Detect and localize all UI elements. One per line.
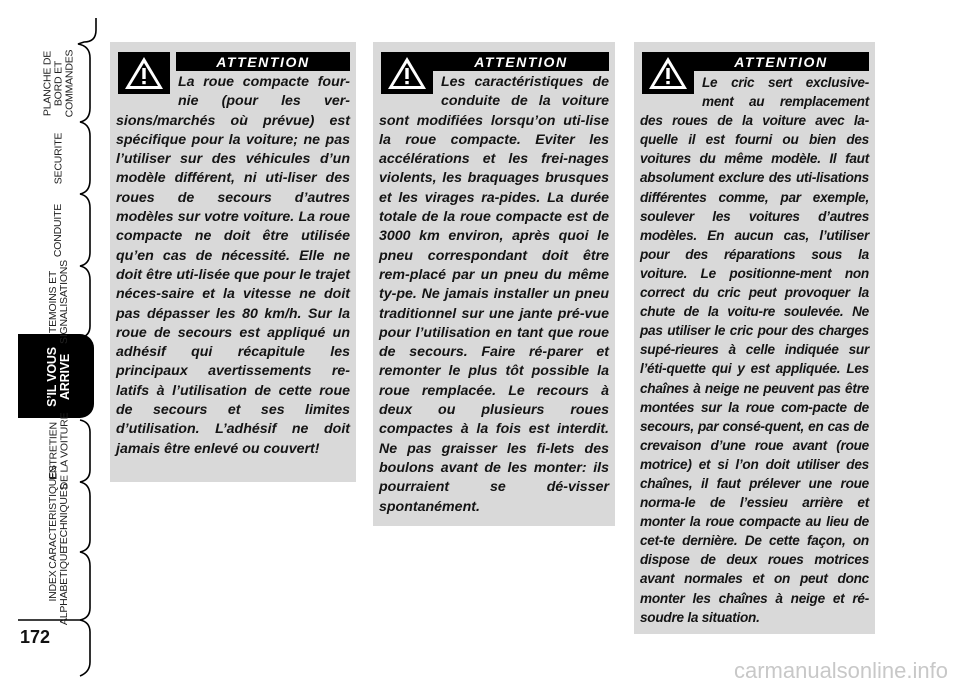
- tab-label: TEMOINS ET SIGNALISATIONS: [47, 260, 71, 344]
- tab-label: S’IL VOUS ARRIVE: [44, 347, 72, 407]
- page-number: 172: [20, 627, 51, 647]
- chapter-tab-nav: [0, 0, 100, 692]
- tab-planche-de-bord[interactable]: [18, 44, 100, 122]
- tab-label: PLANCHE DE BORD ET COMMANDES: [41, 49, 76, 117]
- tab-label: ENTRETIEN DE LA VOITURE: [46, 412, 70, 490]
- watermark: carmanualsonline.info: [733, 658, 948, 683]
- attention-text: Le cric sert exclusive-ment au remplacement des roues de la voiture avec la-quelle il est fourni ou bien des voitures du même modèle. Il faut absolument exclure des uti-lisations différentes comme, par exemple, soulever les voitures d’autres modèles. En aucun cas, l’utiliser pour des réparations sous la voiture. Le positionne-ment non correct du cric peut provoquer la chute de la voitu-re soulevée. Ne pas utiliser le cric pour des charges supé-rieures à celle indiquée sur l’éti-quette qui y est appliquée. Les chaînes à neige ne peuvent pas être montées sur la roue com-pacte de secours, par consé-quent, en cas de crevaison d’une roue avant (roue motrice) et si l’on doit utiliser des chaînes, il faut prélever une roue norma-le de l’essieu arrière et monter la roue compacte au lieu de cet-te dernière. De cette façon, on dispose de deux roues motrices avant normales et on peut donc monter les chaînes à neige et ré-soudre la situation.: [640, 75, 869, 625]
- tab-sil-vous-arrive[interactable]: [18, 336, 100, 418]
- tab-label: CONDUITE: [52, 203, 65, 257]
- tab-temoins[interactable]: [18, 260, 100, 344]
- tab-label: CARACTERISTIQUES TECHNIQUES: [47, 465, 71, 569]
- attention-text: La roue compacte four-nie (pour les ver-sions/marchés où prévue) est spécifique pour la voiture; ne pas l’utiliser sur des véhicules d’un modèle différent, ni uti-liser des roues de secours d’autres modèles sur votre voiture. La roue compacte ne doit être utilisée qu’en cas de nécessité. Elle ne doit être uti-lisée que pour le trajet néces-saire et la vitesse ne doit pas dépasser les 80 km/h. Sur la roue de secours est appliqué un adhésif qui récapitule les principaux avertissements re-latifs à l’utilisation de cette roue de secours et ses limites d’utilisation. L’adhésif ne doit jamais être enlevé ou couvert!: [116, 74, 350, 457]
- tab-label: SECURITE: [52, 132, 65, 184]
- attention-box-jack: [634, 42, 875, 634]
- attention-banner: ATTENTION: [176, 52, 350, 71]
- tab-conduite[interactable]: [18, 194, 100, 266]
- attention-banner: ATTENTION: [693, 52, 869, 71]
- attention-text: Les caractéristiques de conduite de la voiture sont modifiées lorsqu’on uti-lise la roue compacte. Eviter les accélérations et les frei-nages violents, les braquages brusques et les virages ra-pides. La durée totale de la roue compacte est de 3000 km environ, après quoi le pneu correspondant doit être rem-placé par un pneu du même ty-pe. Ne jamais installer un pneu traditionnel sur une jante pré-vue pour l’utilisation en tant que roue de secours. Faire ré-parer et remonter le plus tôt possible la roue remplacée. Le recours à deux ou plusieurs roues compactes à la fois est interdit. Ne pas graisser les fi-lets des boulons avant de les monter: ils pourraient se dé-visser spontanément.: [379, 74, 609, 515]
- attention-box-driving: [373, 42, 615, 526]
- tab-securite[interactable]: [18, 122, 100, 194]
- tab-index[interactable]: [18, 546, 100, 626]
- tab-caracteristiques[interactable]: [18, 465, 100, 569]
- attention-banner: ATTENTION: [433, 52, 609, 71]
- tab-label: INDEX ALPHABETIQUE: [47, 546, 70, 626]
- attention-box-compact-wheel: [110, 42, 356, 482]
